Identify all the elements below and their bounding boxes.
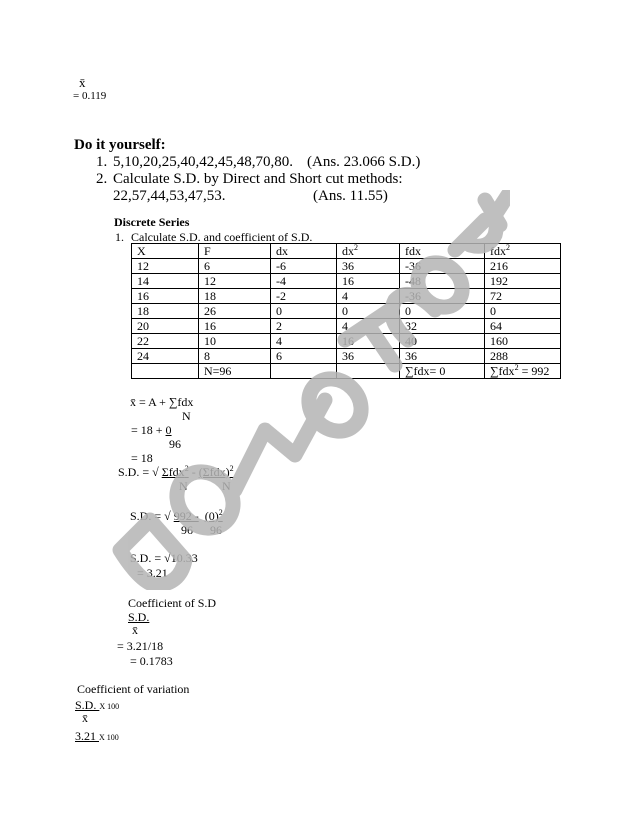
header-dx2-label: dx (342, 244, 354, 258)
table-cell: 22 (132, 334, 199, 349)
sd-formula (118, 466, 234, 478)
coef-var-substitution (75, 730, 119, 742)
table-cell (271, 364, 337, 379)
table-row (132, 319, 561, 334)
table-cell: 18 (132, 304, 199, 319)
table-row (132, 334, 561, 349)
table-cell: 6 (199, 259, 271, 274)
coef-var-title: Coefficient of variation (77, 682, 190, 696)
table-cell: 20 (132, 319, 199, 334)
total-fdx2-post: = 992 (518, 364, 550, 378)
exercise-1-number: 1. (96, 154, 108, 170)
exercise-2-number: 2. (96, 171, 108, 187)
sd-formula-sup2: 2 (229, 464, 234, 473)
mean-formula-text: x̄ = A + ∑fdx (130, 395, 194, 409)
table-cell: 0 (400, 304, 485, 319)
exercise-2-data: 22,57,44,53,47,53. (113, 188, 226, 204)
sd-formula-sup1: 2 (184, 464, 189, 473)
table-cell: 216 (485, 259, 561, 274)
mean-formula-denominator: N (182, 409, 191, 423)
sd-table (131, 243, 561, 379)
table-cell: -36 (400, 289, 485, 304)
header-dx2-sup: 2 (354, 243, 358, 252)
sd-sub-den1: 96 (181, 523, 193, 537)
sd-formula-den1: N (179, 479, 188, 493)
exercise-1-text: 5,10,20,25,40,42,45,48,70,80. (113, 154, 293, 170)
coef-sd-denominator: x̄ (132, 623, 138, 637)
header-fdx2-sup: 2 (506, 243, 510, 252)
table-cell: 8 (199, 349, 271, 364)
header-dx: dx (271, 244, 337, 259)
total-fdx2-pre: ∑fdx (490, 364, 515, 378)
exercise-2-text: Calculate S.D. by Direct and Short cut methods: (113, 171, 403, 187)
table-cell: 6 (271, 349, 337, 364)
section-heading: Do it yourself: (74, 137, 166, 153)
coef-sd-numerator: S.D. (128, 610, 150, 624)
table-cell: 36 (337, 349, 400, 364)
table-cell: 4 (337, 289, 400, 304)
sd-sub-num2: (0) (204, 509, 219, 523)
sd-formula-minus: - (188, 465, 199, 479)
table-cell: 0 (337, 304, 400, 319)
mean-sub-pre: = 18 + (131, 423, 166, 437)
coef-var-den: x̄ (82, 711, 88, 725)
table-cell: 16 (337, 274, 400, 289)
sd-formula-den2: N (222, 479, 231, 493)
table-cell: 14 (132, 274, 199, 289)
header-fdx2-label: fdx (490, 244, 506, 258)
table-cell: 16 (199, 319, 271, 334)
sd-sub-pre: S.D. = √ (130, 509, 174, 523)
table-cell: 32 (400, 319, 485, 334)
table-cell (337, 364, 400, 379)
sd-sub-num1: 992 - (173, 509, 199, 523)
coef-var-formula (75, 699, 119, 711)
table-row (132, 274, 561, 289)
table-cell: 36 (400, 349, 485, 364)
table-cell: 40 (400, 334, 485, 349)
mean-substitution (131, 424, 172, 436)
mean-result-18: = 18 (131, 451, 153, 465)
coef-var-times: X 100 (99, 702, 120, 711)
sd-substitution (130, 510, 223, 522)
table-cell: -4 (271, 274, 337, 289)
table-cell: 12 (132, 259, 199, 274)
table-cell: -6 (271, 259, 337, 274)
total-fdx2 (485, 364, 561, 379)
header-x: X (132, 244, 199, 259)
coef-var-num: S.D. (75, 698, 100, 712)
table-cell: 288 (485, 349, 561, 364)
sd-formula-pre: S.D. = √ (118, 465, 162, 479)
exercise-2-answer: (Ans. 11.55) (313, 188, 388, 204)
table-totals-row (132, 364, 561, 379)
table-cell: 4 (271, 334, 337, 349)
table-cell: -48 (400, 274, 485, 289)
sd-formula-num1-text: Σfdx (161, 465, 185, 479)
table-cell: 4 (337, 319, 400, 334)
table-cell: 26 (199, 304, 271, 319)
table-cell: 64 (485, 319, 561, 334)
table-cell: 2 (271, 319, 337, 334)
sd-sub-den2: 96 (210, 523, 222, 537)
sd-sub-sup2: 2 (218, 508, 223, 517)
table-cell (132, 364, 199, 379)
table-cell: 16 (132, 289, 199, 304)
coef-var-num2: 3.21 (75, 729, 99, 743)
sd-sub-num2-wrap (205, 509, 223, 523)
table-cell: 16 (337, 334, 400, 349)
coef-sd-title: Coefficient of S.D (128, 596, 217, 610)
table-cell: -2 (271, 289, 337, 304)
table-header-row (132, 244, 561, 259)
task-number: 1. (115, 230, 124, 244)
table-cell: 0 (271, 304, 337, 319)
table-cell: -36 (400, 259, 485, 274)
mean-formula (130, 396, 193, 408)
total-fdx: ∑fdx= 0 (400, 364, 485, 379)
table-cell: 160 (485, 334, 561, 349)
table-row (132, 289, 561, 304)
sd-final-result: = 3.21 (137, 566, 168, 580)
table-cell: 72 (485, 289, 561, 304)
table-cell: 10 (199, 334, 271, 349)
mean-result: = 0.119 (73, 90, 107, 102)
table-cell: 36 (337, 259, 400, 274)
table-cell: 18 (199, 289, 271, 304)
table-cell: 12 (199, 274, 271, 289)
sd-sqrt-result: S.D. = √10.33 (130, 551, 198, 565)
header-fdx: fdx (400, 244, 485, 259)
table-row (132, 304, 561, 319)
task-text: Calculate S.D. and coefficient of S.D. (131, 230, 313, 244)
sd-formula-num1 (162, 465, 189, 479)
header-fdx2 (485, 244, 561, 259)
coef-sd-result: = 0.1783 (130, 654, 173, 668)
total-fdx2-sup: 2 (514, 363, 519, 372)
table-row (132, 349, 561, 364)
coef-var-times2: X 100 (99, 733, 119, 742)
table-cell: 192 (485, 274, 561, 289)
sd-formula-num2-text: (Σfdx) (198, 465, 230, 479)
total-n: N=96 (199, 364, 271, 379)
xbar-symbol: x̄ (79, 75, 86, 90)
table-row (132, 259, 561, 274)
table-cell: 0 (485, 304, 561, 319)
sd-formula-num2 (199, 465, 234, 479)
header-f: F (199, 244, 271, 259)
subsection-title: Discrete Series (114, 215, 190, 229)
coef-sd-division: = 3.21/18 (117, 639, 164, 653)
mean-sub-num: 0 (165, 423, 172, 437)
exercise-1-answer: (Ans. 23.066 S.D.) (307, 154, 421, 170)
mean-sub-denominator: 96 (169, 437, 181, 451)
header-dx2 (337, 244, 400, 259)
table-cell: 24 (132, 349, 199, 364)
